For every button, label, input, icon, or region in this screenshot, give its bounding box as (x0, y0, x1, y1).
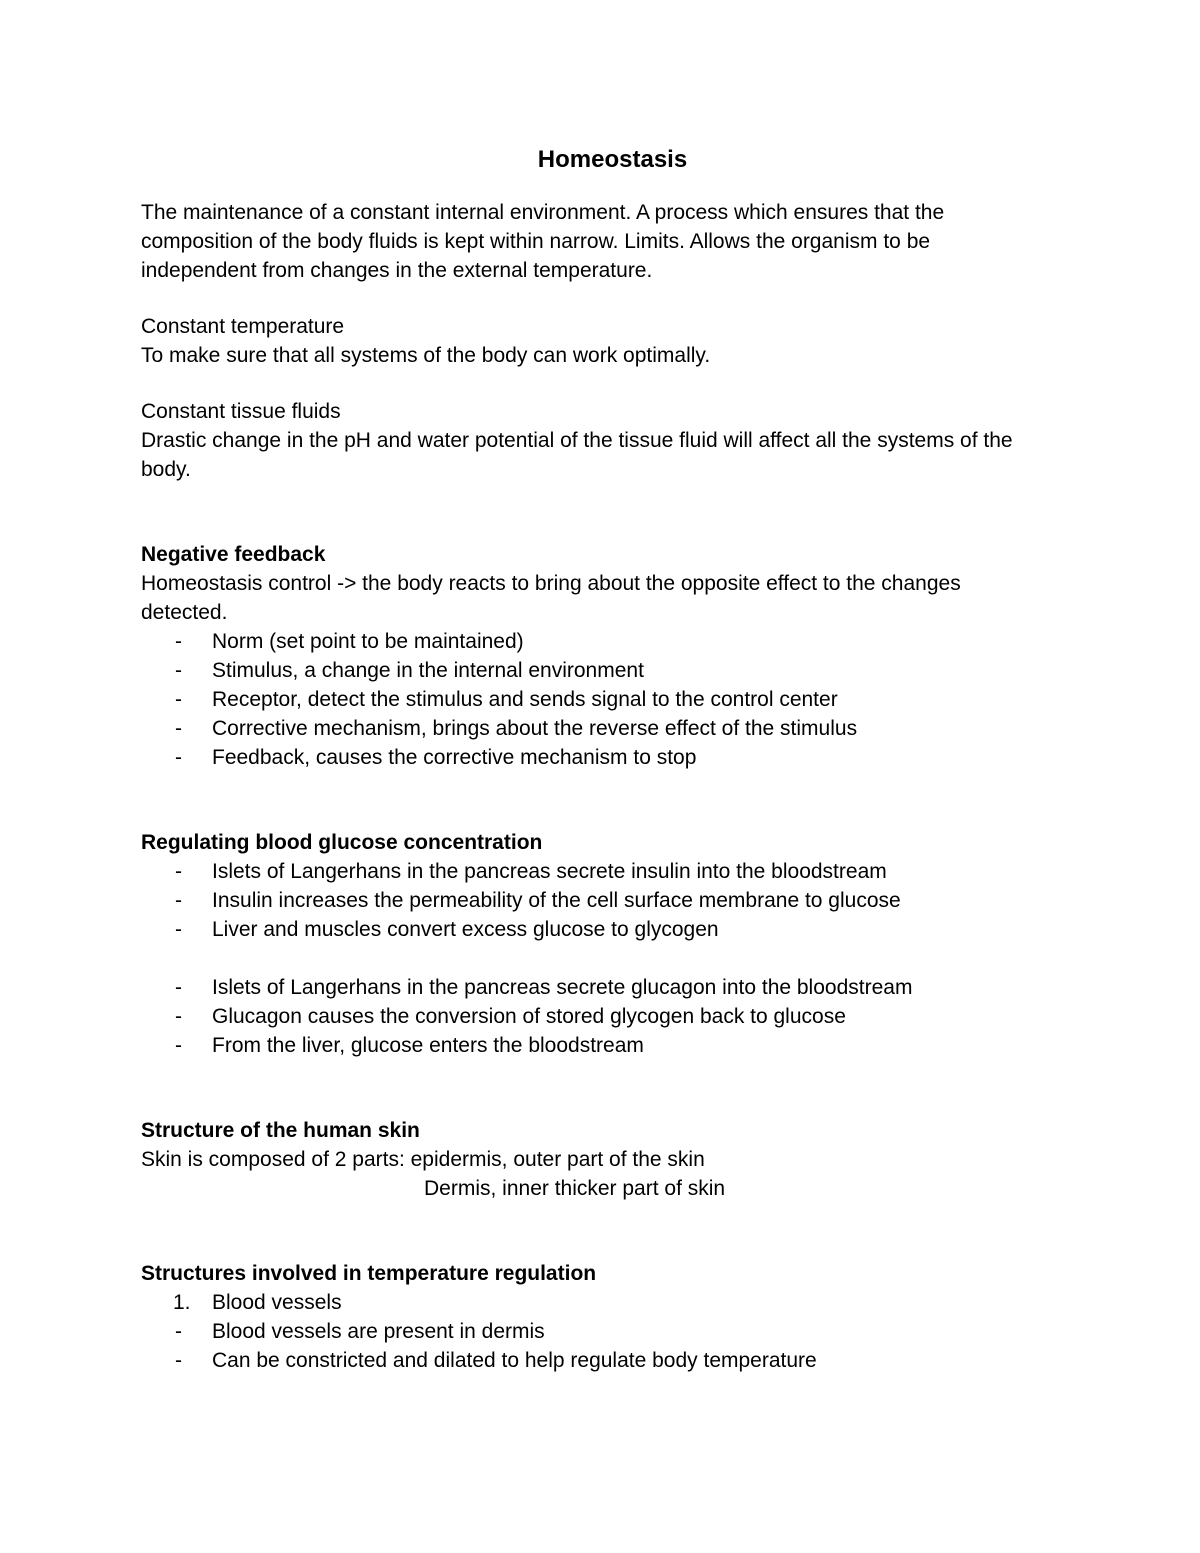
section-skin-structure (141, 1116, 1066, 1203)
section-heading: Negative feedback (141, 543, 326, 566)
section-text: Skin is composed of 2 parts: epidermis, outer part of the skin (141, 1148, 705, 1171)
dash-marker: - (175, 659, 182, 682)
list-item (141, 1346, 1066, 1375)
list-item (141, 627, 1066, 656)
list-item (141, 915, 1066, 944)
section-constant-temperature (141, 312, 1066, 370)
intro-line: composition of the body fluids is kept within narrow. Limits. Allows the organism to be (141, 230, 931, 253)
list-item-text: Liver and muscles convert excess glucose to glycogen (212, 918, 719, 941)
list-item (141, 656, 1066, 685)
list-item (141, 1288, 1066, 1317)
section-heading: Constant temperature (141, 315, 345, 338)
intro-paragraph (141, 198, 1066, 285)
dash-marker: - (175, 1034, 182, 1057)
dash-marker: - (175, 1349, 182, 1372)
blood-vessel-list (141, 1317, 1066, 1375)
list-item-text: Can be constricted and dilated to help regulate body temperature (212, 1349, 817, 1372)
insulin-list (141, 857, 1066, 944)
dash-marker: - (175, 860, 182, 883)
dash-marker: - (175, 918, 182, 941)
section-negative-feedback (141, 540, 1066, 772)
section-temperature-regulation (141, 1259, 1066, 1375)
section-heading: Constant tissue fluids (141, 400, 341, 423)
dash-marker: - (175, 889, 182, 912)
section-text: body. (141, 458, 191, 481)
list-item-text: Islets of Langerhans in the pancreas secrete insulin into the bloodstream (212, 860, 887, 883)
section-text: Dermis, inner thicker part of skin (424, 1177, 726, 1200)
dash-marker: - (175, 688, 182, 711)
section-constant-tissue-fluids (141, 397, 1066, 484)
list-item (141, 973, 1066, 1002)
section-text: Homeostasis control -> the body reacts to bring about the opposite effect to the changes (141, 572, 961, 595)
section-text: detected. (141, 601, 228, 624)
section-text: To make sure that all systems of the body can work optimally. (141, 344, 711, 367)
list-item (141, 857, 1066, 886)
list-item-text: Islets of Langerhans in the pancreas secrete glucagon into the bloodstream (212, 976, 913, 999)
list-item-text: Insulin increases the permeability of the cell surface membrane to glucose (212, 889, 901, 912)
section-heading: Structures involved in temperature regulation (141, 1262, 597, 1285)
section-heading: Regulating blood glucose concentration (141, 831, 543, 854)
intro-line: independent from changes in the external temperature. (141, 259, 653, 282)
list-item-text: Glucagon causes the conversion of stored glycogen back to glucose (212, 1005, 846, 1028)
section-blood-glucose (141, 828, 1066, 1060)
dash-marker: - (175, 976, 182, 999)
numbered-list (141, 1288, 1066, 1317)
list-item (141, 743, 1066, 772)
list-item (141, 714, 1066, 743)
list-item (141, 1317, 1066, 1346)
section-heading: Structure of the human skin (141, 1119, 420, 1142)
dash-marker: - (175, 630, 182, 653)
section-text: Drastic change in the pH and water potential of the tissue fluid will affect all the systems of the (141, 429, 1013, 452)
feedback-list (141, 627, 1066, 772)
intro-line: The maintenance of a constant internal environment. A process which ensures that the (141, 201, 945, 224)
glucagon-list (141, 973, 1066, 1060)
dash-marker: - (175, 717, 182, 740)
list-item (141, 886, 1066, 915)
list-item-text: Blood vessels (212, 1291, 342, 1314)
document-content (141, 142, 1066, 1375)
number-marker: 1. (173, 1291, 191, 1314)
list-item (141, 1031, 1066, 1060)
list-item (141, 1002, 1066, 1031)
dash-marker: - (175, 746, 182, 769)
list-item-text: Corrective mechanism, brings about the reverse effect of the stimulus (212, 717, 858, 740)
list-item-text: Receptor, detect the stimulus and sends signal to the control center (212, 688, 838, 711)
list-item-text: Blood vessels are present in dermis (212, 1320, 545, 1343)
document-title: Homeostasis (537, 146, 688, 173)
list-item-text: Norm (set point to be maintained) (212, 630, 524, 653)
list-item (141, 685, 1066, 714)
list-item-text: Feedback, causes the corrective mechanism to stop (212, 746, 697, 769)
dash-marker: - (175, 1320, 182, 1343)
dash-marker: - (175, 1005, 182, 1028)
list-item-text: From the liver, glucose enters the bloodstream (212, 1034, 644, 1057)
list-item-text: Stimulus, a change in the internal environment (212, 659, 644, 682)
